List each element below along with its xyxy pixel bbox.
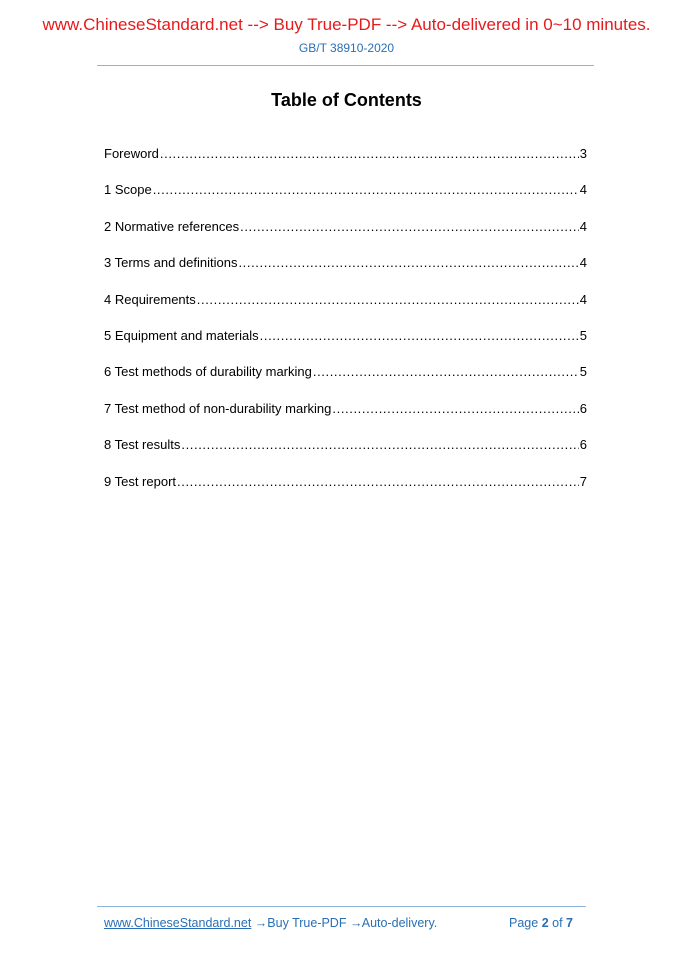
footer-site-link[interactable]: www.ChineseStandard.net <box>104 916 252 930</box>
page-indicator <box>509 916 573 931</box>
footer-divider <box>97 906 586 907</box>
toc-entry-label: 1 Scope <box>104 182 152 198</box>
right-arrow-icon: → <box>349 916 363 930</box>
toc-entry-requirements[interactable] <box>104 291 587 327</box>
footer-delivery-text: Auto-delivery. <box>361 916 438 930</box>
header-divider <box>97 65 594 66</box>
toc-entry-test-report[interactable] <box>104 473 587 509</box>
toc-entry-page: 4 <box>579 218 587 234</box>
total-pages-number: 7 <box>566 916 573 930</box>
toc-entry-page: 3 <box>579 146 587 161</box>
toc-entry-label: 5 Equipment and materials <box>104 327 259 343</box>
footer-buy-text: Buy True-PDF <box>267 916 347 930</box>
toc-leader-dots <box>332 400 578 418</box>
toc-entry-terms-and-definitions[interactable] <box>104 254 587 290</box>
toc-leader-dots <box>181 436 578 454</box>
toc-entry-page: 4 <box>579 255 587 271</box>
of-word: of <box>552 916 563 930</box>
table-of-contents <box>104 145 587 509</box>
toc-entry-label: 2 Normative references <box>104 218 240 234</box>
promo-banner[interactable]: www.ChineseStandard.net --> Buy True-PDF --> Auto-delivered in 0~10 minutes. <box>42 15 651 34</box>
toc-entry-page: 5 <box>579 327 587 343</box>
toc-entry-label: 7 Test method of non-durability marking <box>104 400 332 416</box>
toc-entry-label: 8 Test results <box>104 437 181 453</box>
toc-entry-page: 4 <box>579 182 587 198</box>
toc-entry-label: 4 Requirements <box>104 291 196 307</box>
toc-entry-test-results[interactable] <box>104 436 587 472</box>
toc-entry-label: 6 Test methods of durability marking <box>104 364 312 380</box>
toc-entry-equipment-and-materials[interactable] <box>104 327 587 363</box>
toc-entry-page: 4 <box>579 291 587 307</box>
toc-entry-label: Foreword <box>104 146 159 161</box>
toc-leader-dots <box>153 181 579 199</box>
toc-entry-page: 7 <box>579 473 587 489</box>
standard-code: GB/T 38910-2020 <box>298 41 395 55</box>
toc-leader-dots <box>240 218 579 236</box>
toc-leader-dots <box>177 473 579 491</box>
right-arrow-icon: → <box>254 916 268 930</box>
toc-leader-dots <box>260 327 579 345</box>
toc-entry-page: 6 <box>579 400 587 416</box>
page-word: Page <box>509 916 539 930</box>
toc-entry-non-durability-test-method[interactable] <box>104 400 587 436</box>
toc-entry-label: 3 Terms and definitions <box>104 255 238 271</box>
toc-entry-label: 9 Test report <box>104 473 177 489</box>
footer-promo <box>104 916 437 931</box>
current-page-number: 2 <box>541 916 549 930</box>
toc-entry-normative-references[interactable] <box>104 218 587 254</box>
toc-leader-dots <box>197 291 579 309</box>
toc-entry-foreword[interactable] <box>104 145 587 181</box>
toc-entry-page: 5 <box>579 364 587 380</box>
toc-entry-scope[interactable] <box>104 181 587 217</box>
toc-leader-dots <box>238 254 578 272</box>
page-title: Table of Contents <box>271 90 422 110</box>
toc-entry-durability-test-methods[interactable] <box>104 363 587 399</box>
toc-leader-dots <box>160 145 579 163</box>
toc-leader-dots <box>313 363 579 381</box>
toc-entry-page: 6 <box>579 437 587 453</box>
